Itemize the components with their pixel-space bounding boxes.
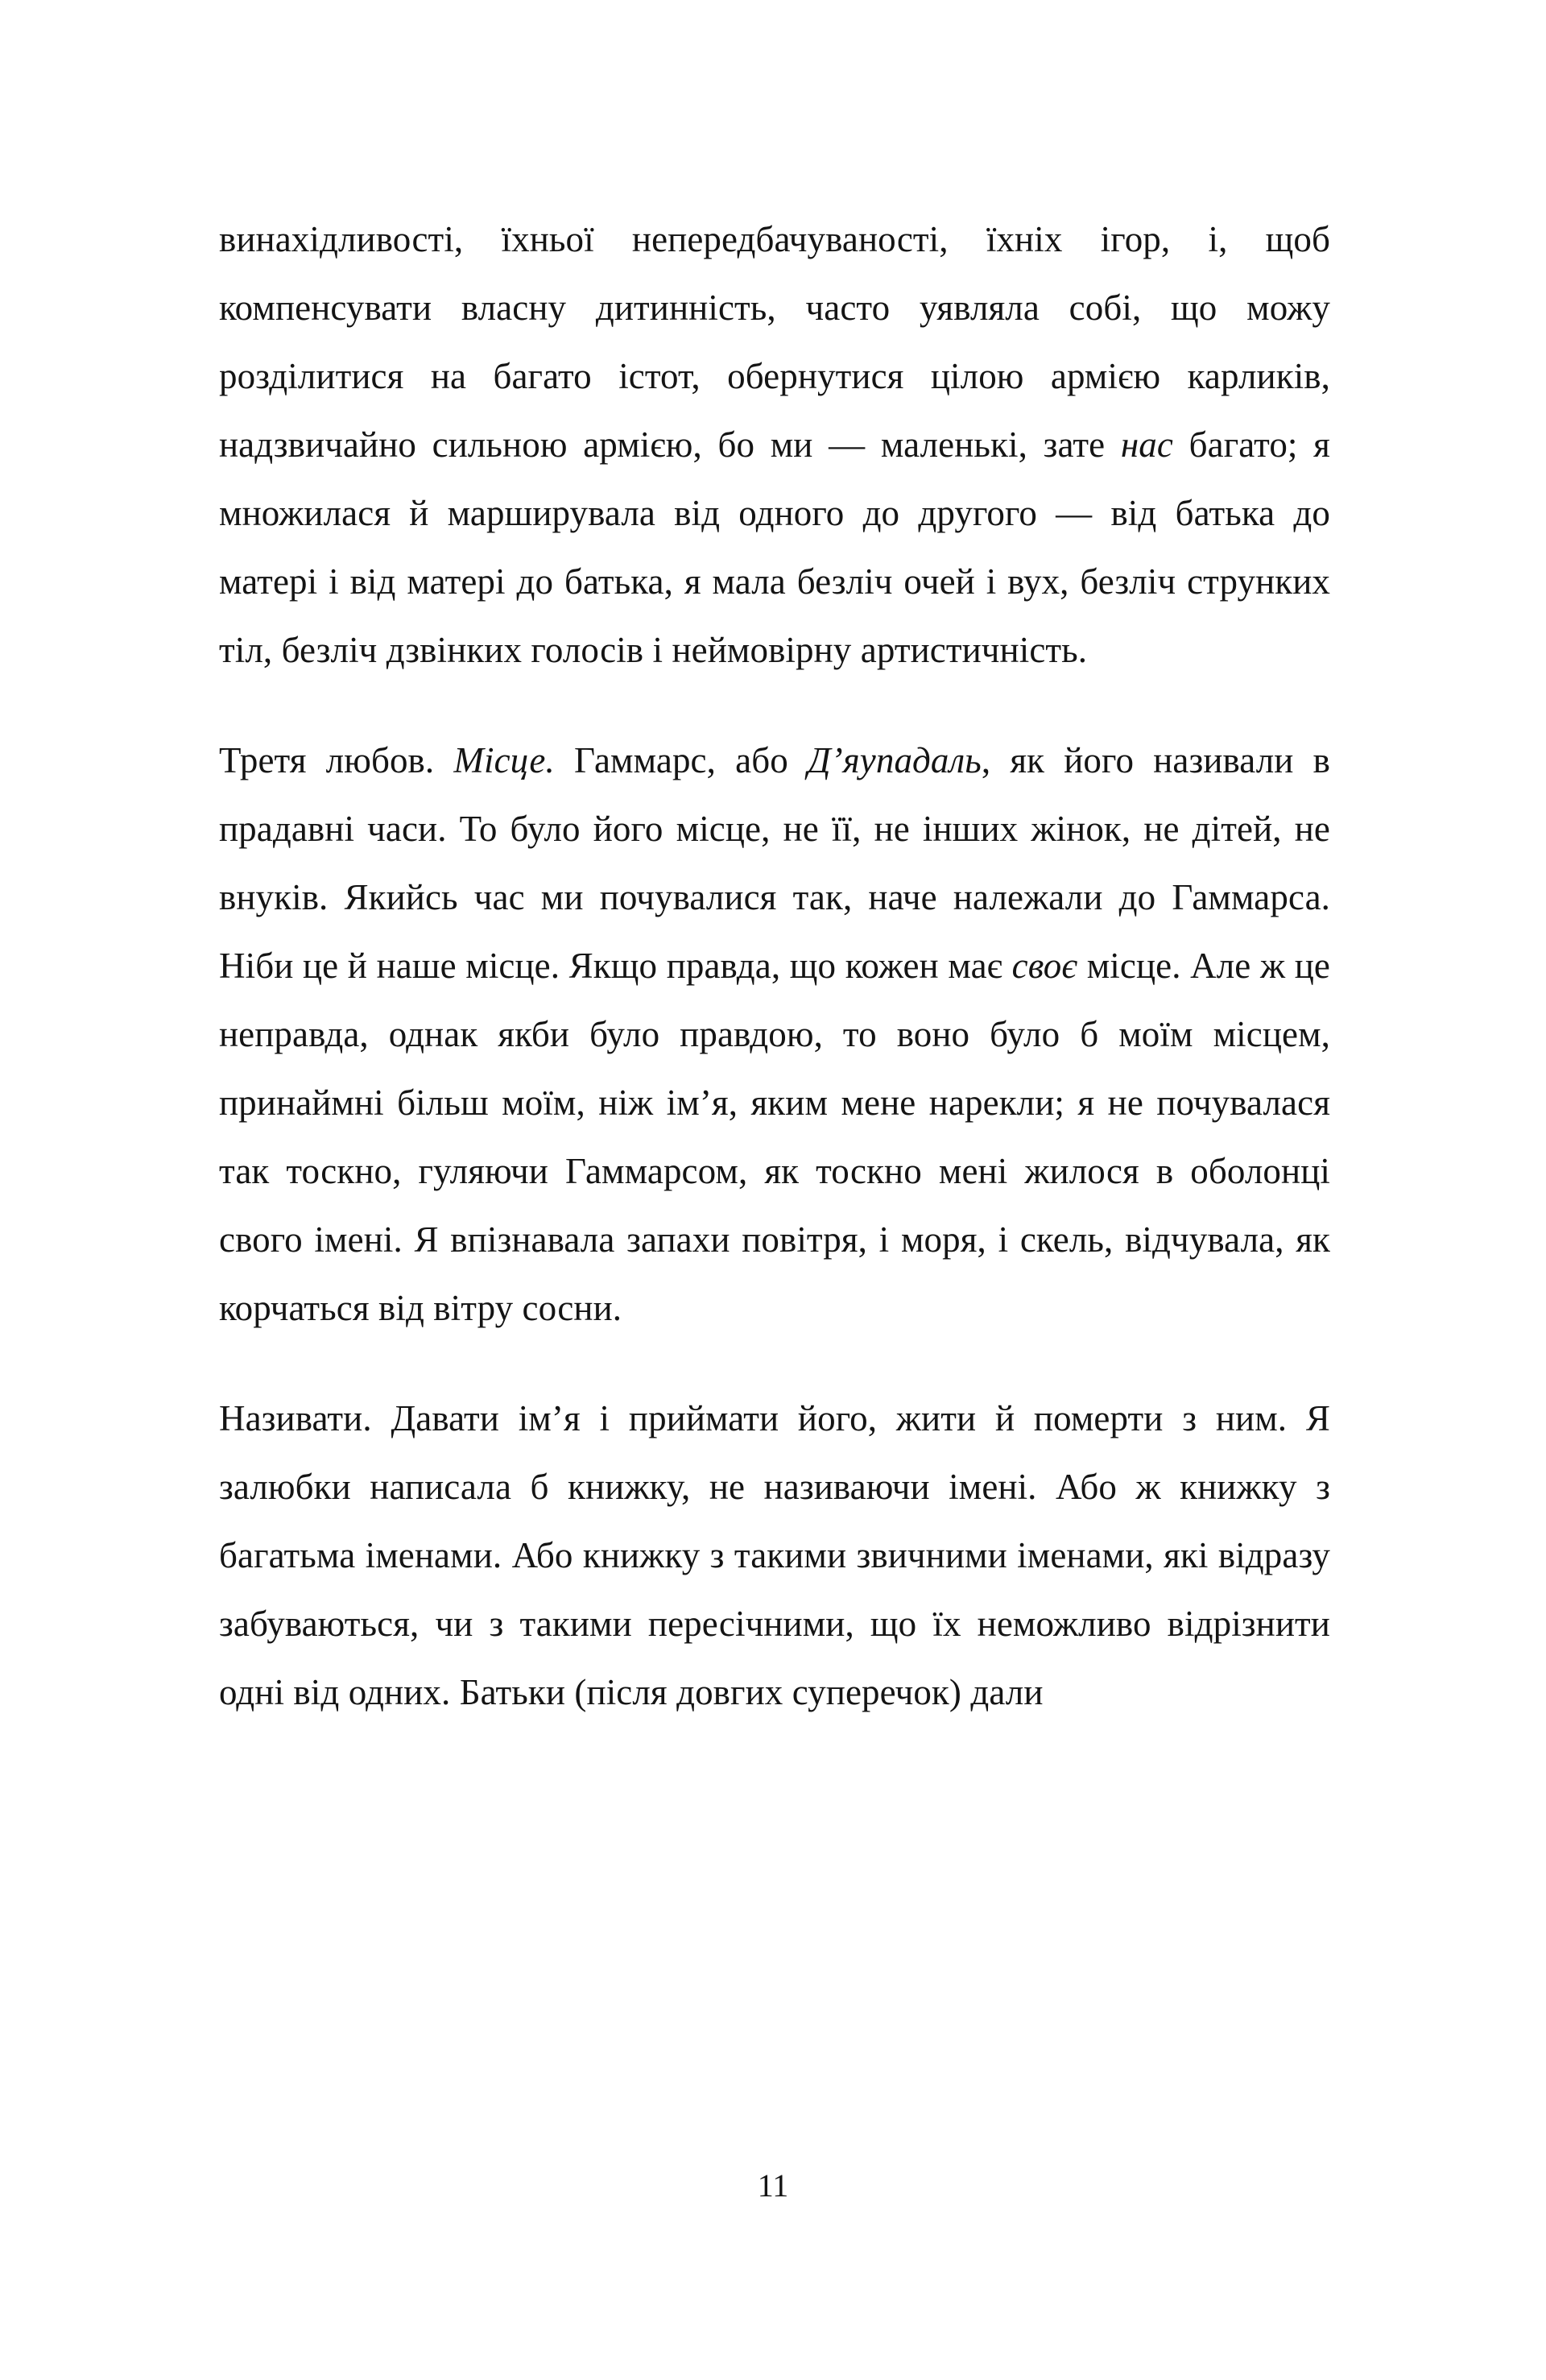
text-run: місце. Але ж це неправда, однак якби було правдою, то воно було б моїм місцем, принаймні більш моїм, ніж ім’я, яким мене нарекли; я не почувалася так тоскно, гуляючи Гаммарсом, як тоскно мені жилося в оболонці свого імені. Я впізнавала запахи повітря, і моря, і скель, відчувала, як корчаться від вітру сосни.	[219, 946, 1330, 1328]
body-text-block	[219, 205, 1330, 1727]
text-run: винахідливості, їхньої непередбачуваності, їхніх ігор, і, щоб компенсувати власну дитинність, часто уявляла собі, що можу розділитися на багато істот, обернутися цілою армією карликів, надзвичайно сильною армією, бо ми — маленькі, зате	[219, 219, 1330, 465]
emphasis-run: Д’яупадаль	[807, 740, 982, 780]
paragraph-2	[219, 726, 1330, 1343]
emphasis-run: Місце.	[453, 740, 555, 780]
emphasis-run: нас	[1120, 424, 1173, 465]
text-run: Гаммарс, або	[554, 740, 808, 780]
paragraph-1	[219, 205, 1330, 685]
page-number: 11	[757, 2167, 789, 2204]
emphasis-run: своє	[1011, 946, 1078, 986]
text-run: Називати. Давати ім’я і приймати його, жити й померти з ним. Я залюбки написала б книжку, не називаючи імені. Або ж книжку з багатьма іменами. Або книжку з такими звичними іменами, які відразу забуваються, чи з такими пересічними, що їх неможливо відрізнити одні від одних. Батьки (після довгих суперечок) дали	[219, 1398, 1330, 1712]
paragraph-3	[219, 1385, 1330, 1727]
text-run: багато; я множилася й марширувала від одного до другого — від батька до матері і від матері до батька, я мала безліч очей і вух, безліч струнких тіл, безліч дзвінких голосів і неймовірну артистичність.	[219, 424, 1330, 670]
text-run: , як його називали в прадавні часи. То було його місце, не її, не інших жінок, не дітей, не внуків. Якийсь час ми почувалися так, наче належали до Гаммарса. Ніби це й наше місце. Якщо правда, що кожен має	[219, 740, 1330, 986]
text-run: Третя любов.	[219, 740, 454, 780]
